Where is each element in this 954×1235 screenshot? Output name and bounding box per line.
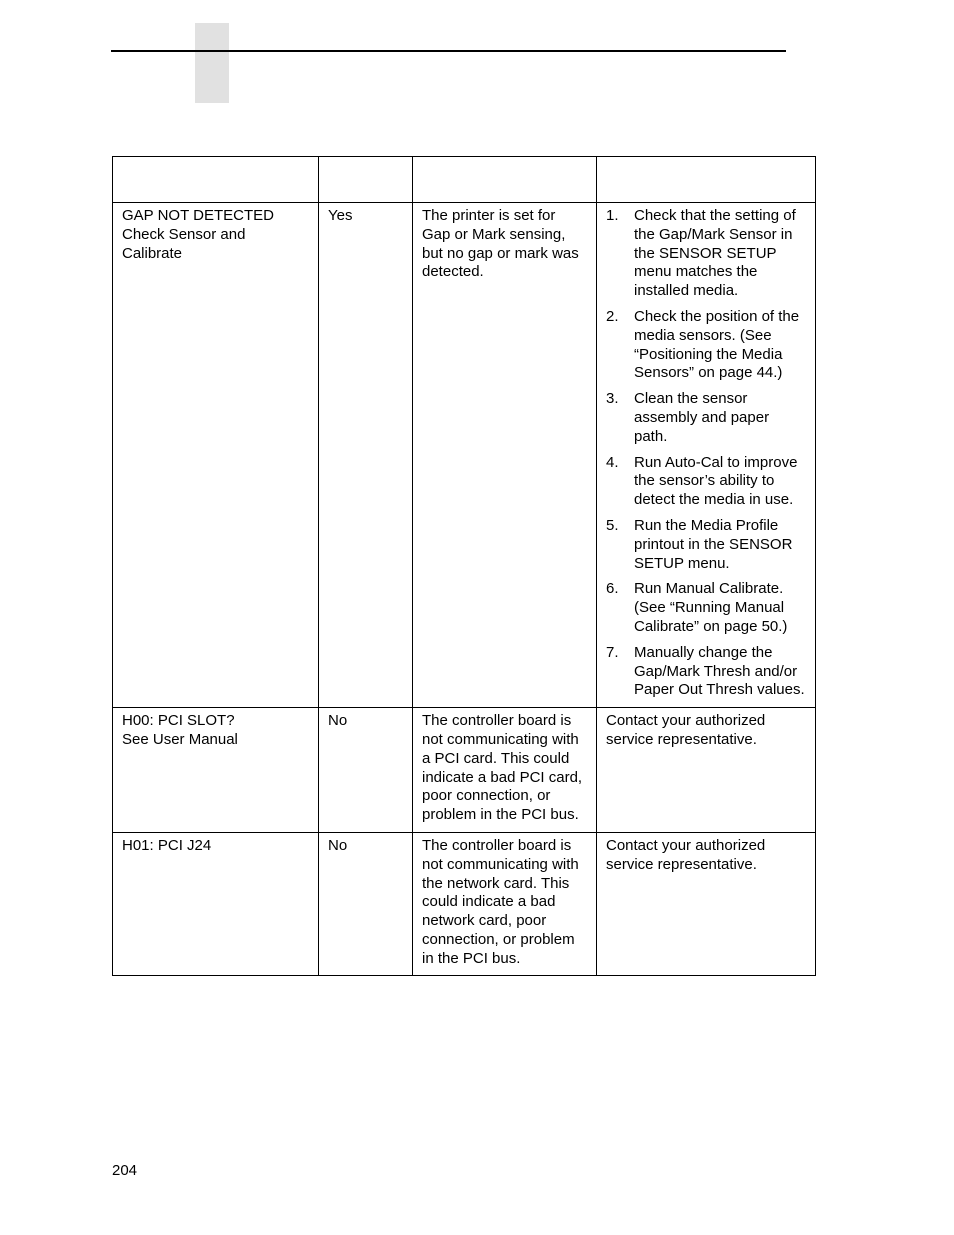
list-item: [606, 580, 806, 636]
list-item: [606, 308, 806, 383]
message-line: Check Sensor and: [122, 225, 246, 243]
step-text: Manually change the Gap/Mark Thresh and/or Paper Out Thresh values.: [634, 643, 805, 699]
column-header-fault: [319, 157, 413, 203]
error-message-table: [112, 156, 816, 976]
action-cell: Contact your authorized service representative.: [597, 832, 816, 976]
table-row: [113, 203, 816, 708]
fault-cell: Yes: [319, 203, 413, 708]
step-number: 5.: [606, 516, 619, 534]
message-line: H01: PCI J24: [122, 836, 212, 854]
list-item: [606, 454, 806, 510]
chapter-tab-marker: [195, 23, 229, 103]
step-number: 3.: [606, 390, 619, 408]
message-cell: [113, 203, 319, 708]
fault-cell: No: [319, 708, 413, 833]
step-number: 6.: [606, 580, 619, 598]
message-line: Calibrate: [122, 244, 183, 262]
explanation-cell: The controller board is not communicating with a PCI card. This could indicate a bad PCI card, poor connection, or problem in the PCI bus.: [413, 708, 597, 833]
action-cell: Contact your authorized service representative.: [597, 708, 816, 833]
explanation-cell: The controller board is not communicating with the network card. This could indicate a bad network card, poor connection, or problem in the PCI bus.: [413, 832, 597, 976]
list-item: [606, 390, 806, 446]
explanation-cell: The printer is set for Gap or Mark sensing, but no gap or mark was detected.: [413, 203, 597, 708]
step-number: 2.: [606, 307, 619, 325]
step-number: 7.: [606, 643, 619, 661]
action-cell: [597, 203, 816, 708]
table-row: [113, 832, 816, 976]
column-header-message: [113, 157, 319, 203]
step-text: Check the position of the media sensors. (See “Positioning the Media Sensors” on page 44.): [634, 307, 800, 382]
step-number: 4.: [606, 453, 619, 471]
message-line: H00: PCI SLOT?: [122, 712, 235, 730]
message-cell: [113, 708, 319, 833]
step-text: Run Auto-Cal to improve the sensor’s ability to detect the media in use.: [634, 453, 798, 509]
header-rule: [111, 50, 786, 52]
table-header-row: [113, 157, 816, 203]
list-item: [606, 517, 806, 573]
message-cell: [113, 832, 319, 976]
table-row: [113, 708, 816, 833]
step-text: Run Manual Calibrate. (See “Running Manual Calibrate” on page 50.): [634, 580, 788, 635]
message-line: See User Manual: [122, 730, 238, 748]
fault-cell: No: [319, 832, 413, 976]
step-number: 1.: [606, 207, 619, 224]
corrective-steps-list: [606, 207, 806, 700]
message-line: GAP NOT DETECTED: [122, 207, 274, 224]
page-number: 204: [112, 1162, 138, 1179]
step-text: Run the Media Profile printout in the SENSOR SETUP menu.: [634, 516, 793, 572]
column-header-explanation: [413, 157, 597, 203]
column-header-action: [597, 157, 816, 203]
list-item: [606, 207, 806, 301]
step-text: Check that the setting of the Gap/Mark Sensor in the SENSOR SETUP menu matches the installed media.: [634, 207, 796, 300]
step-text: Clean the sensor assembly and paper path.: [634, 390, 770, 445]
list-item: [606, 644, 806, 700]
